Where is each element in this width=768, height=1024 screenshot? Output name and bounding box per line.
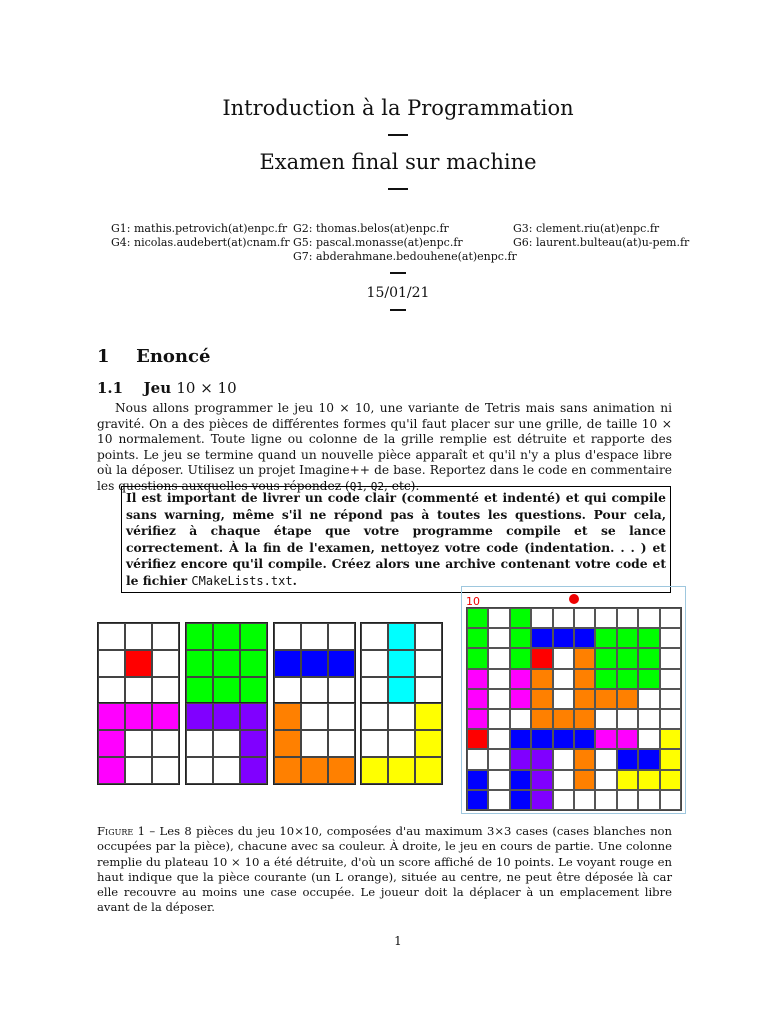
piece-cell [328, 650, 355, 677]
board-cell [531, 709, 552, 729]
piece-1 [97, 622, 180, 705]
board-cell [488, 749, 509, 769]
board-cell [574, 608, 595, 628]
piece-cell [361, 703, 388, 730]
board-cell [553, 729, 574, 749]
board-cell [531, 790, 552, 810]
contact-g3: G3: clement.riu(at)enpc.fr [513, 222, 660, 235]
piece-cell [152, 677, 179, 704]
board-cell [488, 770, 509, 790]
contact-g4: G4: nicolas.audebert(at)cnam.fr [111, 236, 290, 249]
piece-cell [274, 703, 301, 730]
board-cell [638, 608, 659, 628]
board-cell [595, 729, 616, 749]
piece-3 [273, 622, 356, 705]
board-cell [660, 689, 681, 709]
board-cell [638, 648, 659, 668]
warning-light-icon [569, 594, 579, 604]
piece-cell [328, 703, 355, 730]
board-cell [467, 628, 488, 648]
board-cell [467, 669, 488, 689]
intro-tail: , etc). [384, 478, 420, 493]
intro-paragraph [97, 401, 672, 494]
board-cell [574, 770, 595, 790]
board-cell [638, 770, 659, 790]
date-rule-top [390, 272, 406, 274]
board-cell [617, 709, 638, 729]
piece-cell [125, 677, 152, 704]
board-cell [617, 608, 638, 628]
piece-cell [240, 650, 267, 677]
board-cell [617, 749, 638, 769]
piece-cell [240, 703, 267, 730]
cmakelists-filename: CMakeLists.txt [191, 573, 293, 588]
exam-date: 15/01/21 [366, 285, 430, 301]
board-cell [574, 749, 595, 769]
board-cell [595, 608, 616, 628]
board-cell [553, 790, 574, 810]
board-cell [638, 749, 659, 769]
board-cell [638, 669, 659, 689]
piece-cell [415, 703, 442, 730]
board-cell [595, 628, 616, 648]
piece-cell [361, 623, 388, 650]
board-cell [553, 648, 574, 668]
piece-8 [360, 702, 443, 785]
caption-text: – Les 8 pièces du jeu 10×10, composées d'au maximum 3×3 cases (cases blanches non occupées par la pièce), chacune avec sa couleur. À droite, le jeu en cours de partie. Une colonne remplie du plateau 10 × 10 a été détruite, d'où un score affiché de 10 points. Le voyant rouge en haut indique que la pièce courante (un L orange), située au centre, ne peut être déposée là car elle recouvre au moins une case occupée. Le joueur doit la déplacer à un emplacement libre avant de la déposer. [97, 824, 673, 915]
board-cell [660, 709, 681, 729]
piece-cell [388, 677, 415, 704]
piece-cell [388, 623, 415, 650]
title-rule [388, 134, 408, 136]
board-cell [531, 729, 552, 749]
board-cell [638, 790, 659, 810]
piece-cell [274, 623, 301, 650]
piece-cell [274, 757, 301, 784]
piece-cell [301, 677, 328, 704]
piece-cell [328, 623, 355, 650]
document-title: Introduction à la Programmation [222, 96, 574, 120]
board-cell [467, 749, 488, 769]
board-cell [574, 709, 595, 729]
board-cell [488, 689, 509, 709]
piece-cell [415, 677, 442, 704]
piece-cell [415, 650, 442, 677]
piece-cell [152, 703, 179, 730]
piece-cell [328, 677, 355, 704]
piece-cell [388, 730, 415, 757]
board-cell [467, 608, 488, 628]
board-cell [595, 749, 616, 769]
board-cell [488, 790, 509, 810]
game-board [466, 607, 682, 811]
piece-cell [361, 730, 388, 757]
board-cell [467, 770, 488, 790]
board-cell [595, 790, 616, 810]
board-cell [510, 648, 531, 668]
piece-6 [185, 702, 268, 785]
piece-cell [274, 650, 301, 677]
piece-cell [152, 730, 179, 757]
piece-cell [213, 730, 240, 757]
piece-cell [328, 757, 355, 784]
piece-cell [152, 757, 179, 784]
section-title: Enoncé [136, 346, 211, 367]
piece-cell [125, 757, 152, 784]
important-notice-box [121, 486, 671, 593]
subtitle-rule [388, 188, 408, 190]
board-cell [595, 709, 616, 729]
notice-end: . [292, 572, 297, 588]
piece-cell [98, 703, 125, 730]
board-cell [638, 628, 659, 648]
board-cell [531, 689, 552, 709]
piece-cell [186, 757, 213, 784]
board-cell [660, 648, 681, 668]
piece-cell [361, 650, 388, 677]
piece-cell [274, 730, 301, 757]
board-cell [488, 729, 509, 749]
board-cell [553, 749, 574, 769]
board-cell [553, 689, 574, 709]
piece-cell [98, 650, 125, 677]
piece-cell [415, 757, 442, 784]
board-cell [660, 770, 681, 790]
date-rule-bottom [390, 309, 406, 311]
board-cell [660, 790, 681, 810]
piece-cell [125, 623, 152, 650]
board-cell [510, 770, 531, 790]
board-cell [660, 749, 681, 769]
board-cell [638, 709, 659, 729]
piece-cell [240, 677, 267, 704]
piece-cell [186, 623, 213, 650]
board-cell [553, 709, 574, 729]
board-cell [531, 669, 552, 689]
piece-cell [186, 730, 213, 757]
piece-cell [301, 623, 328, 650]
piece-cell [98, 757, 125, 784]
board-cell [617, 689, 638, 709]
piece-cell [361, 677, 388, 704]
piece-cell [125, 730, 152, 757]
subsection-title-math: 10 × 10 [176, 379, 237, 397]
board-cell [531, 648, 552, 668]
board-cell [510, 689, 531, 709]
board-cell [510, 669, 531, 689]
board-cell [574, 790, 595, 810]
piece-cell [328, 730, 355, 757]
contact-g2: G2: thomas.belos(at)enpc.fr [293, 222, 449, 235]
section-number: 1 [97, 346, 110, 367]
piece-cell [98, 730, 125, 757]
board-cell [531, 749, 552, 769]
piece-cell [301, 730, 328, 757]
board-cell [660, 608, 681, 628]
piece-cell [98, 623, 125, 650]
board-cell [660, 669, 681, 689]
contact-g6: G6: laurent.bulteau(at)u-pem.fr [513, 236, 690, 249]
board-cell [510, 608, 531, 628]
piece-4 [360, 622, 443, 705]
q2-code: Q2 [370, 479, 384, 493]
board-cell [574, 628, 595, 648]
page-number: 1 [394, 934, 402, 948]
board-cell [488, 669, 509, 689]
piece-cell [240, 730, 267, 757]
board-cell [553, 770, 574, 790]
piece-cell [125, 703, 152, 730]
board-cell [638, 689, 659, 709]
piece-cell [213, 677, 240, 704]
intro-text: Nous allons programmer le jeu 10 × 10, une variante de Tetris mais sans animation ni gravité. On a des pièces de différentes formes qu'il faut placer sur une grille, de taille 10 × 10 normalement. Toute ligne ou colonne de la grille remplie est détruite et rapporte des points. Le jeu se termine quand un nouvelle pièce apparaît et qu'il n'y a plus d'espace libre où la déposer. Utilisez un projet Imagine++ de base. Reportez dans le code en commentaire les questions auxquelles vous répondez ( [97, 401, 672, 493]
piece-cell [361, 757, 388, 784]
board-cell [467, 790, 488, 810]
board-cell [467, 729, 488, 749]
piece-cell [274, 677, 301, 704]
q1-code: Q1 [349, 479, 363, 493]
board-cell [467, 709, 488, 729]
figure-caption [97, 824, 672, 916]
board-cell [531, 628, 552, 648]
intro-sep: , [363, 478, 371, 493]
board-cell [595, 770, 616, 790]
piece-7 [273, 702, 356, 785]
piece-cell [240, 757, 267, 784]
piece-cell [152, 623, 179, 650]
board-cell [510, 749, 531, 769]
board-cell [638, 729, 659, 749]
board-cell [531, 770, 552, 790]
contact-g1: G1: mathis.petrovich(at)enpc.fr [111, 222, 288, 235]
board-cell [510, 729, 531, 749]
notice-text: Il est important de livrer un code clair (commenté et indenté) et qui compile sans warning, même s'il ne répond pas à toutes les questions. Pour cela, vérifiez à chaque étape que votre programme compile et se lance correctement. À la fin de l'examen, nettoyez votre code (indentation. . . ) et vérifiez encore qu'il compile. Créez alors une archive contenant votre code et le fichier [126, 490, 666, 588]
board-cell [595, 669, 616, 689]
piece-cell [301, 703, 328, 730]
board-cell [660, 628, 681, 648]
board-cell [595, 689, 616, 709]
piece-cell [388, 650, 415, 677]
piece-cell [301, 650, 328, 677]
piece-5 [97, 702, 180, 785]
board-cell [553, 628, 574, 648]
piece-cell [125, 650, 152, 677]
subsection-number: 1.1 [97, 379, 124, 397]
piece-cell [186, 650, 213, 677]
board-cell [553, 608, 574, 628]
board-cell [488, 628, 509, 648]
board-cell [510, 709, 531, 729]
piece-cell [186, 677, 213, 704]
piece-cell [388, 703, 415, 730]
piece-cell [415, 623, 442, 650]
piece-2 [185, 622, 268, 705]
subsection-heading [97, 379, 237, 397]
board-cell [574, 729, 595, 749]
piece-cell [213, 703, 240, 730]
piece-cell [186, 703, 213, 730]
board-cell [660, 729, 681, 749]
figure-label: Figure 1 [97, 824, 145, 838]
contact-g5: G5: pascal.monasse(at)enpc.fr [293, 236, 463, 249]
board-cell [617, 669, 638, 689]
board-cell [574, 689, 595, 709]
piece-cell [152, 650, 179, 677]
piece-cell [213, 757, 240, 784]
board-cell [617, 628, 638, 648]
piece-cell [98, 677, 125, 704]
board-cell [488, 608, 509, 628]
board-cell [617, 790, 638, 810]
document-subtitle: Examen final sur machine [259, 150, 537, 174]
board-cell [510, 790, 531, 810]
piece-cell [415, 730, 442, 757]
board-cell [574, 648, 595, 668]
board-cell [531, 608, 552, 628]
board-cell [488, 648, 509, 668]
board-cell [617, 648, 638, 668]
piece-cell [301, 757, 328, 784]
board-cell [467, 648, 488, 668]
piece-cell [213, 623, 240, 650]
board-cell [510, 628, 531, 648]
board-cell [553, 669, 574, 689]
piece-cell [240, 623, 267, 650]
board-cell [488, 709, 509, 729]
piece-cell [388, 757, 415, 784]
board-cell [595, 648, 616, 668]
board-cell [617, 729, 638, 749]
board-cell [617, 770, 638, 790]
subsection-title: Jeu [143, 379, 172, 397]
piece-cell [213, 650, 240, 677]
contact-g7: G7: abderahmane.bedouhene(at)enpc.fr [293, 250, 517, 263]
score-display: 10 [466, 595, 480, 608]
board-cell [574, 669, 595, 689]
board-cell [467, 689, 488, 709]
section-heading [97, 346, 210, 367]
